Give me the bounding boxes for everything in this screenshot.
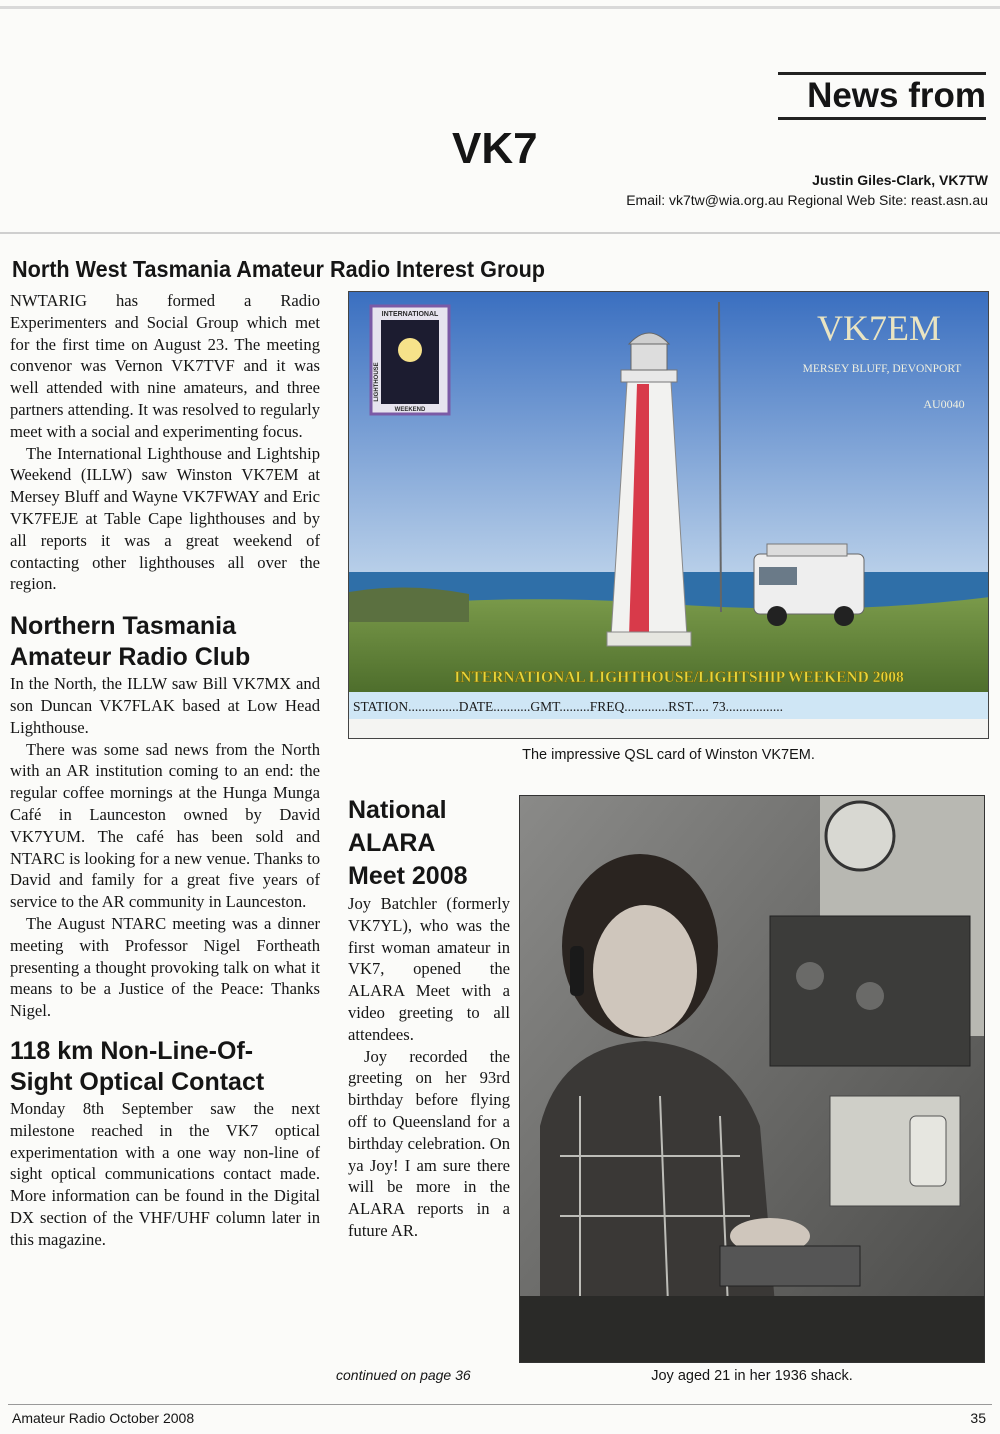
paragraph: The International Lighthouse and Lightship Weekend (ILLW) saw Winston VK7EM at Mersey Bluff and Wayne VK7FWAY and Eric VK7FEJE at Table Cape lighthouses and by all reports it was a great weekend of contacting other lighthouses all over the region. xyxy=(10,443,320,594)
qsl-bottom-margin xyxy=(349,719,989,739)
column-left xyxy=(10,290,320,1250)
campervan-wheel xyxy=(767,606,787,626)
section2-title-line: Amateur Radio Club xyxy=(10,643,251,672)
illw-stamp-top-text: INTERNATIONAL xyxy=(381,311,439,318)
qsl-location: MERSEY BLUFF, DEVONPORT xyxy=(802,363,962,375)
radio-knob xyxy=(856,982,884,1010)
headphones xyxy=(570,946,584,996)
top-border xyxy=(0,6,1000,9)
qsl-banner: INTERNATIONAL LIGHTHOUSE/LIGHTSHIP WEEKEND 2008 xyxy=(454,669,904,686)
section4-body xyxy=(348,893,510,1242)
footer-rule xyxy=(8,1404,992,1405)
desk xyxy=(520,1296,985,1363)
section1-body xyxy=(10,290,320,595)
qsl-callsign: VK7EM xyxy=(817,308,941,348)
photo-caption: Joy aged 21 in her 1936 shack. xyxy=(651,1368,853,1384)
section3-title xyxy=(10,1036,320,1098)
footer-magazine: Amateur Radio October 2008 xyxy=(12,1410,195,1426)
campervan-roof xyxy=(767,544,847,556)
qsl-caption: The impressive QSL card of Winston VK7EM. xyxy=(522,747,815,763)
illw-stamp-bottom-text: WEEKEND xyxy=(394,407,426,413)
lighthouse-base xyxy=(607,632,691,646)
qsl-reference: AU0040 xyxy=(923,397,965,411)
illw-stamp-side-text: LIGHTHOUSE xyxy=(374,362,380,402)
section3-title-line: Sight Optical Contact xyxy=(10,1067,265,1096)
paragraph: Joy Batchler (formerly VK7YL), who was the first woman amateur in VK7, opened the ALARA Meet with a video greeting to all attendees. xyxy=(348,894,510,1044)
joy-photo-illustration xyxy=(520,796,985,1363)
morse-key xyxy=(720,1246,860,1286)
radio-knob xyxy=(796,962,824,990)
continued-note: continued on page 36 xyxy=(336,1367,471,1383)
news-from-heading: News from xyxy=(807,76,986,115)
paragraph: In the North, the ILLW saw Bill VK7MX and son Duncan VK7FLAK based at Low Head Lighthouse. xyxy=(10,674,320,737)
header-rule-top xyxy=(778,72,986,75)
paragraph: Monday 8th September saw the next milestone reached in the VK7 optical experimentation with a one way non-line of sight optical communications contact made. More information can be found in the Digital DX section of the VHF/UHF column later in this magazine. xyxy=(10,1098,320,1249)
section2-title-line: Northern Tasmania xyxy=(10,612,236,641)
shrubs-left xyxy=(349,587,469,622)
paragraph: There was some sad news from the North with an AR institution coming to an end: the regular coffee mornings at the Hunga Munga Café in Launceston owned by David VK7YUM. The café has been sold and NTARC is looking for a new venue. Thanks to David and family for a great five years of service to the AR community in Launceston. xyxy=(10,739,320,912)
section4-title-line: Meet 2008 xyxy=(348,862,468,890)
lighthouse-gallery xyxy=(621,370,677,382)
joy-photo xyxy=(519,795,985,1363)
section2-body xyxy=(10,673,320,1022)
qsl-card-illustration xyxy=(349,292,989,739)
section4-title-line: ALARA xyxy=(348,829,436,857)
section3-body xyxy=(10,1098,320,1251)
paragraph: NWTARIG has formed a Radio Experimenters and Social Group which met for the first time on August 23. The meeting convenor was Vernon VK7TVF and it was well attended with nine amateurs, and three partners attending. It was resolved to regularly meet with a social and experimenting focus. xyxy=(10,291,320,441)
page-number: 35 xyxy=(970,1410,986,1426)
lighthouse-lantern xyxy=(631,344,667,370)
shack-dial xyxy=(826,802,894,870)
section1-title: North West Tasmania Amateur Radio Interest Group xyxy=(12,256,545,282)
region-title: VK7 xyxy=(452,124,538,173)
author-line: Justin Giles-Clark, VK7TW xyxy=(812,172,988,188)
campervan-window xyxy=(759,567,797,585)
section2-title xyxy=(10,611,320,673)
section4-title-line: National xyxy=(348,796,447,824)
illw-stamp-lamp xyxy=(398,338,422,362)
face xyxy=(593,905,697,1037)
campervan-wheel xyxy=(834,606,854,626)
qsl-fields: STATION...............DATE...........GMT.........FREQ.............RST..... 73................. xyxy=(353,699,784,714)
paragraph: The August NTARC meeting was a dinner meeting with Professor Nigel Fortheath presenting a thought provoking talk on what it means to be a Justice of the Peace: Thanks Nigel. xyxy=(10,913,320,1021)
column-middle xyxy=(348,794,510,1242)
contact-line: Email: vk7tw@wia.org.au Regional Web Site: reast.asn.au xyxy=(626,192,988,208)
valve-jar xyxy=(910,1116,946,1186)
qsl-card-image xyxy=(348,291,989,739)
section4-title xyxy=(348,794,510,893)
header-divider xyxy=(0,232,1000,234)
paragraph: Joy recorded the greeting on her 93rd birthday before flying off to Queensland for a birthday celebration. On ya Joy! I am sure there will be more in the ALARA reports in a future AR. xyxy=(348,1046,510,1240)
section3-title-line: 118 km Non-Line-Of- xyxy=(10,1036,254,1065)
header-rule-bottom xyxy=(778,117,986,120)
